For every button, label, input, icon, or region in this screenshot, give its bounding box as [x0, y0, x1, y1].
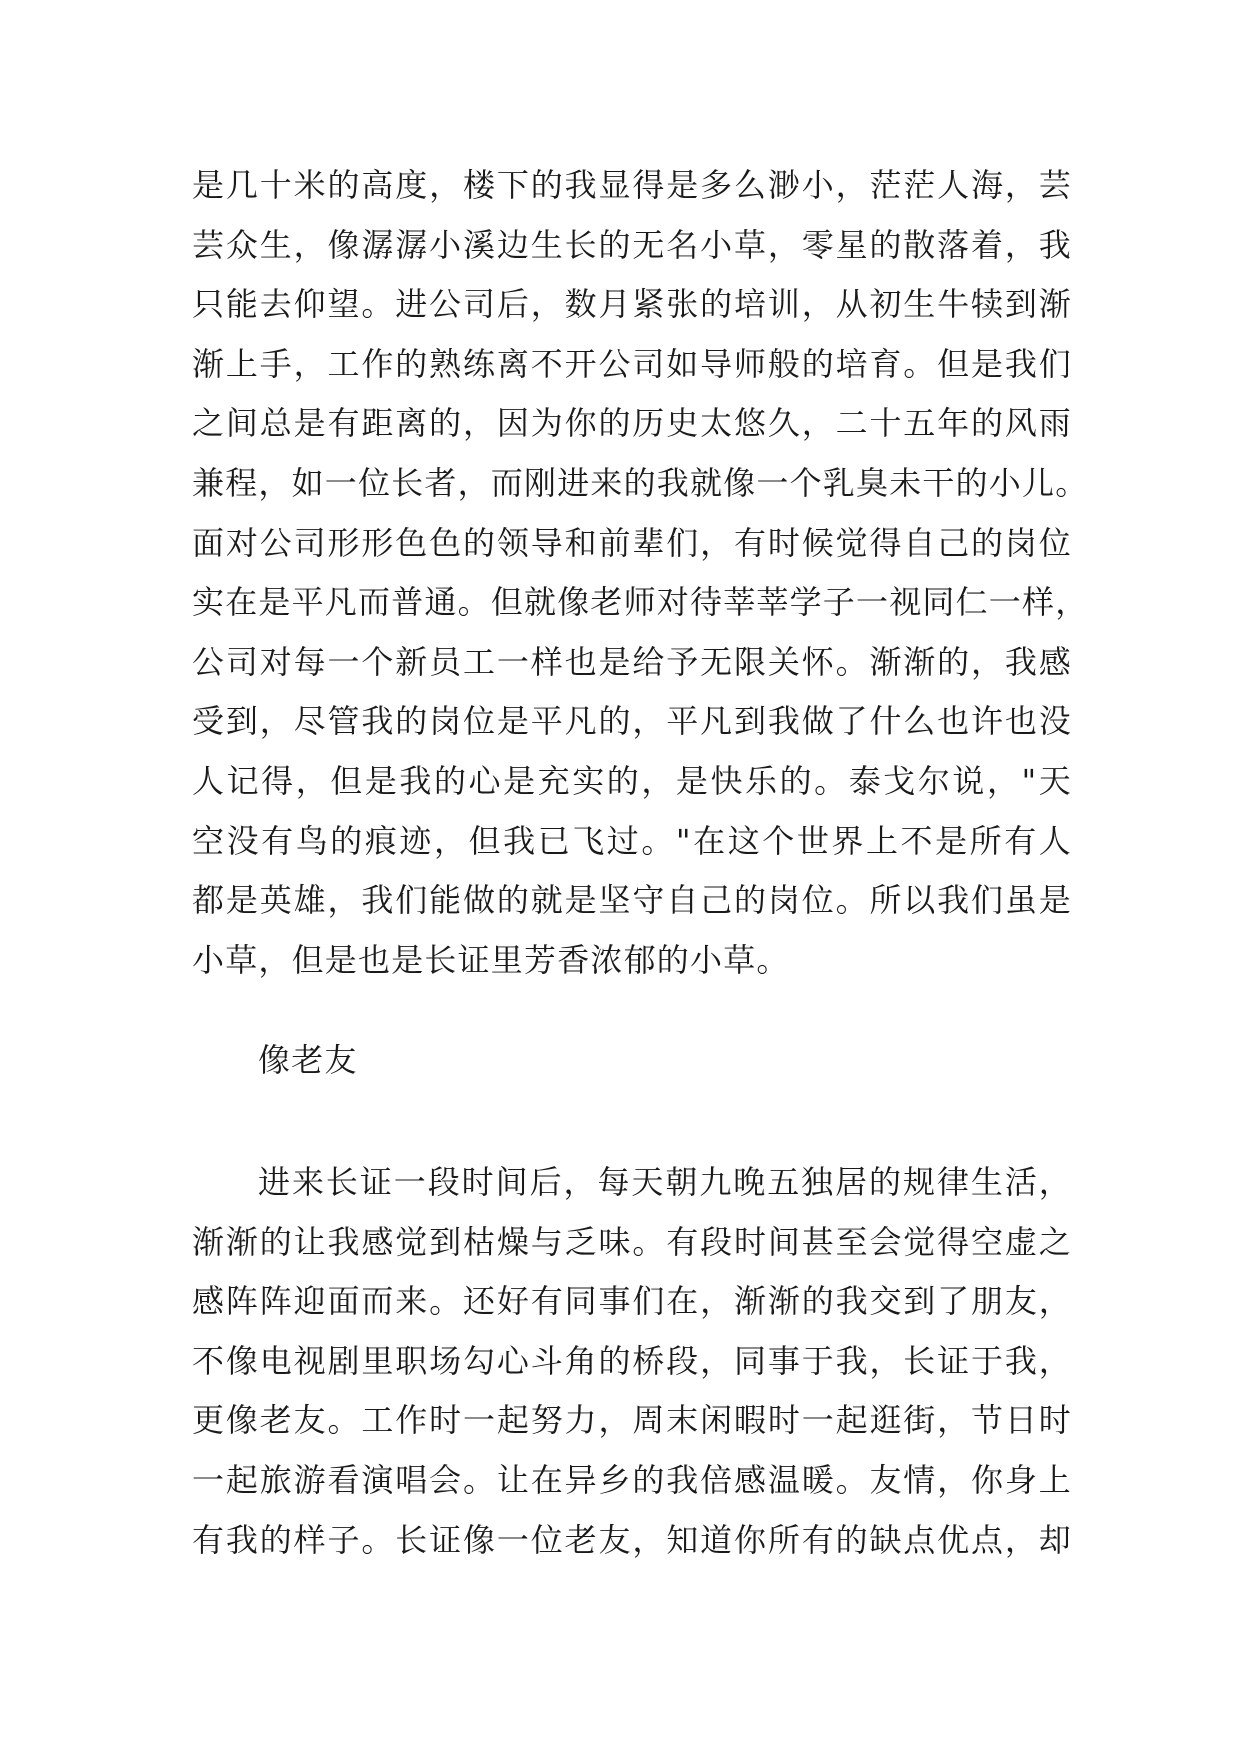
paragraph-line: 渐渐的让我感觉到枯燥与乏味。有段时间甚至会觉得空虚之 [192, 1222, 1072, 1261]
paragraph-line: 小草，但是也是长证里芳香浓郁的小草。 [192, 940, 790, 979]
section-heading [258, 1031, 1138, 1091]
paragraph-line: 一起旅游看演唱会。让在异乡的我倍感温暖。友情，你身上 [192, 1460, 1072, 1499]
paragraph-line: 公司对每一个新员工一样也是给予无限关怀。渐渐的，我感 [192, 642, 1072, 681]
paragraph-line: 人记得，但是我的心是充实的，是快乐的。泰戈尔说，"天 [192, 761, 1072, 800]
paragraph-line: 兼程，如一位长者，而刚进来的我就像一个乳臭未干的小儿。 [192, 463, 1089, 502]
paragraph-line: 面对公司形形色色的领导和前辈们，有时候觉得自己的岗位 [192, 523, 1072, 562]
paragraph-line: 不像电视剧里职场勾心斗角的桥段，同事于我，长证于我， [192, 1341, 1072, 1380]
paragraph-line: 渐上手，工作的熟练离不开公司如导师般的培育。但是我们 [192, 344, 1072, 383]
paragraph-line: 之间总是有距离的，因为你的历史太悠久，二十五年的风雨 [192, 404, 1072, 443]
paragraph-line: 芸众生，像潺潺小溪边生长的无名小草，零星的散落着，我 [192, 225, 1072, 264]
paragraph-line: 只能去仰望。进公司后，数月紧张的培训，从初生牛犊到渐 [192, 285, 1072, 324]
paragraph-line: 是几十米的高度，楼下的我显得是多么渺小，茫茫人海，芸 [192, 166, 1072, 204]
paragraph-1 [192, 156, 1089, 990]
paragraph-line: 空没有鸟的痕迹，但我已飞过。"在这个世界上不是所有人 [192, 821, 1072, 860]
paragraph-line: 都是英雄，我们能做的就是坚守自己的岗位。所以我们虽是 [192, 881, 1072, 920]
paragraph-line: 受到，尽管我的岗位是平凡的，平凡到我做了什么也许也没 [192, 702, 1072, 741]
paragraph-line: 有我的样子。长证像一位老友，知道你所有的缺点优点，却 [192, 1520, 1072, 1559]
paragraph-line: 更像老友。工作时一起努力，周末闲暇时一起逛街，节日时 [192, 1401, 1072, 1440]
section-heading-text: 像老友 [258, 1041, 358, 1079]
paragraph-line: 实在是平凡而普通。但就像老师对待莘莘学子一视同仁一样， [192, 583, 1089, 622]
paragraph-2 [192, 1153, 1072, 1570]
paragraph-line: 进来长证一段时间后，每天朝九晚五独居的规律生活， [258, 1163, 1072, 1201]
paragraph-line: 感阵阵迎面而来。还好有同事们在，渐渐的我交到了朋友， [192, 1282, 1072, 1321]
